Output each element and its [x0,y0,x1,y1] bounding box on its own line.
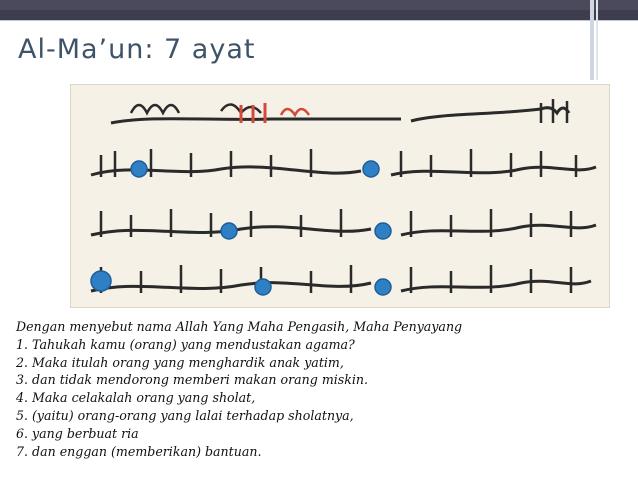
slide-title: Al-Ma’un: 7 ayat [18,34,256,65]
arabic-calligraphy-image [71,85,609,307]
translation-line-7: 7. dan enggan (memberikan) bantuan. [16,443,262,459]
translation-line-4: 4. Maka celakalah orang yang sholat, [16,390,256,406]
slide-top-bar-highlight [0,0,638,10]
translation-line-6: 6. yang berbuat ria [16,425,139,441]
translation-text [16,318,576,460]
translation-line-1: 1. Tahukah kamu (orang) yang mendustakan agama? [16,336,355,352]
translation-line-5: 5. (yaitu) orang-orang yang lalai terhadap sholatnya, [16,407,354,423]
slide-top-divider [0,20,638,21]
translation-line-3: 3. dan tidak mendorong memberi makan orang miskin. [16,372,369,388]
decorative-vertical-line-thin [596,0,598,80]
quran-surah-image [70,84,610,308]
translation-line-bismillah: Dengan menyebut nama Allah Yang Maha Pengasih, Maha Penyayang [16,319,463,334]
translation-line-2: 2. Maka itulah orang yang menghardik anak yatim, [16,354,344,370]
decorative-vertical-line [590,0,594,80]
